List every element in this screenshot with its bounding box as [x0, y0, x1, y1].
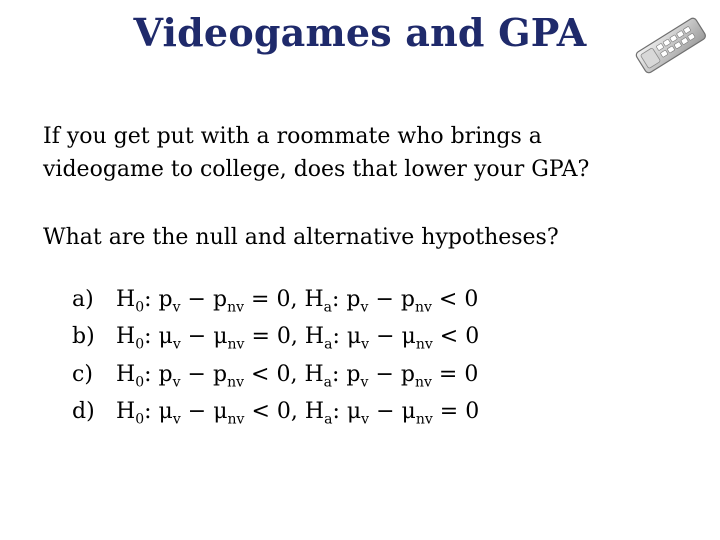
option-a[interactable]	[72, 285, 479, 322]
option-hypotheses: $H_0$: $p_v - p_{nv} = 0$, $H_a$: $p_v - p_{nv} < 0$	[116, 287, 479, 316]
option-c[interactable]	[72, 360, 479, 397]
question-text	[43, 120, 589, 186]
option-letter: b)	[72, 324, 95, 350]
slide-title: Videogames and GPA	[133, 10, 587, 55]
option-b[interactable]	[72, 322, 479, 359]
answer-options	[72, 285, 479, 435]
clicker-remote-icon	[630, 14, 710, 78]
option-hypotheses: $H_0$: $\mu_v - \mu_{nv} < 0$, $H_a$: $\mu_v - \mu_{nv} = 0$	[116, 399, 480, 428]
option-letter: c)	[72, 361, 93, 387]
option-letter: d)	[72, 399, 95, 425]
option-hypotheses: $H_0$: $\mu_v - \mu_{nv} = 0$, $H_a$: $\mu_v - \mu_{nv} < 0$	[116, 324, 480, 353]
option-hypotheses: $H_0$: $p_v - p_{nv} < 0$, $H_a$: $p_v - p_{nv} = 0$	[116, 361, 479, 391]
question-line-1: If you get put with a roommate who brings a	[43, 124, 542, 149]
option-letter: a)	[72, 287, 94, 312]
question-line-2: videogame to college, does that lower your GPA?	[43, 157, 590, 182]
option-d[interactable]	[72, 397, 479, 434]
prompt-text: What are the null and alternative hypotheses?	[43, 225, 559, 250]
